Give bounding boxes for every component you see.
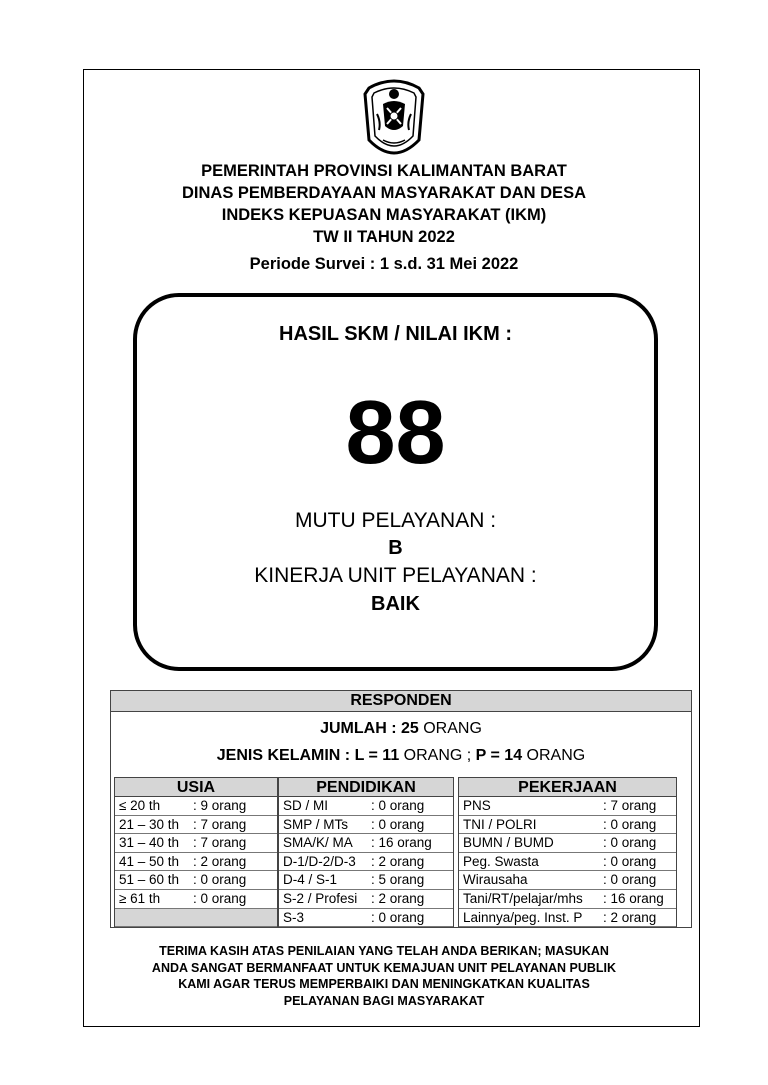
education-row-value: : 0 orang <box>371 909 425 925</box>
age-row-value: : 2 orang <box>193 853 247 869</box>
age-column <box>114 777 278 927</box>
occupation-row <box>459 797 676 816</box>
occupation-header: PEKERJAAN <box>458 777 677 797</box>
education-row <box>279 909 453 928</box>
occupation-row-value: : 0 orang <box>603 835 657 851</box>
age-row <box>115 816 277 835</box>
education-row <box>279 890 453 909</box>
occupation-row-value: : 2 orang <box>603 909 657 925</box>
age-row <box>115 797 277 816</box>
header-line-4: TW II TAHUN 2022 <box>313 228 455 246</box>
education-column <box>278 777 454 927</box>
education-row <box>279 816 453 835</box>
age-row <box>115 834 277 853</box>
age-row-value: : 9 orang <box>193 798 247 813</box>
female-unit: ORANG <box>522 747 586 764</box>
education-row <box>279 853 453 872</box>
education-row-value: : 2 orang <box>371 853 425 869</box>
education-row-label: SD / MI <box>283 798 329 813</box>
age-row-value: : 0 orang <box>193 890 247 906</box>
age-row-value: : 7 orang <box>193 835 247 851</box>
footer-line-1: TERIMA KASIH ATAS PENILAIAN YANG TELAH ANDA BERIKAN; MASUKAN <box>159 944 609 958</box>
occupation-column <box>458 777 677 927</box>
quality-label: MUTU PELAYANAN : <box>294 509 497 532</box>
performance-label: KINERJA UNIT PELAYANAN : <box>254 564 537 587</box>
occupation-row-label: BUMN / BUMD <box>463 835 554 851</box>
age-row-label: 51 – 60 th <box>119 872 180 888</box>
occupation-row-value: : 16 orang <box>603 890 664 906</box>
education-row-value: : 0 orang <box>371 798 425 813</box>
age-row-label: 41 – 50 th <box>119 853 180 869</box>
gender-label: JENIS KELAMIN : L = <box>216 747 383 764</box>
occupation-row <box>459 909 676 928</box>
education-row-value: : 2 orang <box>371 890 425 906</box>
quality-value: B <box>388 537 403 559</box>
occupation-row-value: : 0 orang <box>603 872 657 888</box>
respondents-gender <box>111 747 691 765</box>
occupation-row-label: Lainnya/peg. Inst. P <box>463 909 583 925</box>
survey-period: Periode Survei : 1 s.d. 31 Mei 2022 <box>249 255 519 273</box>
education-row-label: S-2 / Profesi <box>283 890 358 906</box>
occupation-rows <box>458 797 677 927</box>
header-line-2: DINAS PEMBERDAYAAN MASYARAKAT DAN DESA <box>181 184 586 202</box>
age-row <box>115 890 277 909</box>
occupation-row-value: : 0 orang <box>603 853 657 869</box>
occupation-row <box>459 871 676 890</box>
ikm-score: 88 <box>345 383 446 483</box>
occupation-row <box>459 853 676 872</box>
occupation-row-label: Peg. Swasta <box>463 853 539 869</box>
age-header: USIA <box>114 777 278 797</box>
male-unit: ORANG ; <box>399 747 476 764</box>
age-row-value: : 7 orang <box>193 816 247 832</box>
provincial-emblem-icon <box>361 74 427 166</box>
respondents-panel <box>110 690 692 928</box>
age-row <box>115 871 277 890</box>
education-row-label: D-4 / S-1 <box>283 872 338 888</box>
footer-line-3: KAMI AGAR TERUS MEMPERBAIKI DAN MENINGKATKAN KUALITAS <box>178 977 590 991</box>
education-row-label: S-3 <box>283 909 305 925</box>
age-row-label: ≤ 20 th <box>119 798 161 813</box>
education-row <box>279 871 453 890</box>
occupation-row-value: : 7 orang <box>603 798 657 813</box>
result-card <box>133 293 658 671</box>
education-row-value: : 16 orang <box>371 835 432 851</box>
occupation-row-label: PNS <box>463 798 491 813</box>
occupation-row-label: Wirausaha <box>463 872 528 888</box>
total-label: JUMLAH : <box>320 720 401 737</box>
performance-value: BAIK <box>371 593 420 615</box>
education-rows <box>278 797 454 927</box>
age-row-label: 21 – 30 th <box>119 816 180 832</box>
occupation-row <box>459 834 676 853</box>
education-row-value: : 0 orang <box>371 816 425 832</box>
education-row-label: SMA/K/ MA <box>283 835 353 851</box>
education-row <box>279 834 453 853</box>
respondents-title: RESPONDEN <box>111 691 691 712</box>
education-header: PENDIDIKAN <box>278 777 454 797</box>
age-row-value: : 0 orang <box>193 872 247 888</box>
respondents-total <box>111 720 691 738</box>
education-row-label: SMP / MTs <box>283 816 349 832</box>
occupation-row-label: TNI / POLRI <box>463 816 537 832</box>
result-title: HASIL SKM / NILAI IKM : <box>279 323 512 345</box>
age-empty-cell <box>115 909 277 928</box>
education-row-label: D-1/D-2/D-3 <box>283 853 356 869</box>
education-row <box>279 797 453 816</box>
total-unit: ORANG <box>418 720 482 737</box>
age-rows <box>114 797 278 927</box>
age-row-label: ≥ 61 th <box>119 890 161 906</box>
occupation-row <box>459 890 676 909</box>
occupation-row <box>459 816 676 835</box>
footer-line-4: PELAYANAN BAGI MASYARAKAT <box>283 994 485 1008</box>
female-value: 14 <box>504 747 523 764</box>
age-row-label: 31 – 40 th <box>119 835 180 851</box>
total-value: 25 <box>400 720 419 737</box>
header-line-3: INDEKS KEPUASAN MASYARAKAT (IKM) <box>221 206 547 224</box>
header-line-1: PEMERINTAH PROVINSI KALIMANTAN BARAT <box>201 162 567 180</box>
footer-line-2: ANDA SANGAT BERMANFAAT UNTUK KEMAJUAN UNIT PELAYANAN PUBLIK <box>151 961 617 975</box>
education-row-value: : 5 orang <box>371 872 425 888</box>
female-label: P = <box>475 747 505 764</box>
male-value: 11 <box>382 747 400 764</box>
occupation-row-value: : 0 orang <box>603 816 657 832</box>
age-row <box>115 853 277 872</box>
occupation-row-label: Tani/RT/pelajar/mhs <box>463 890 583 906</box>
